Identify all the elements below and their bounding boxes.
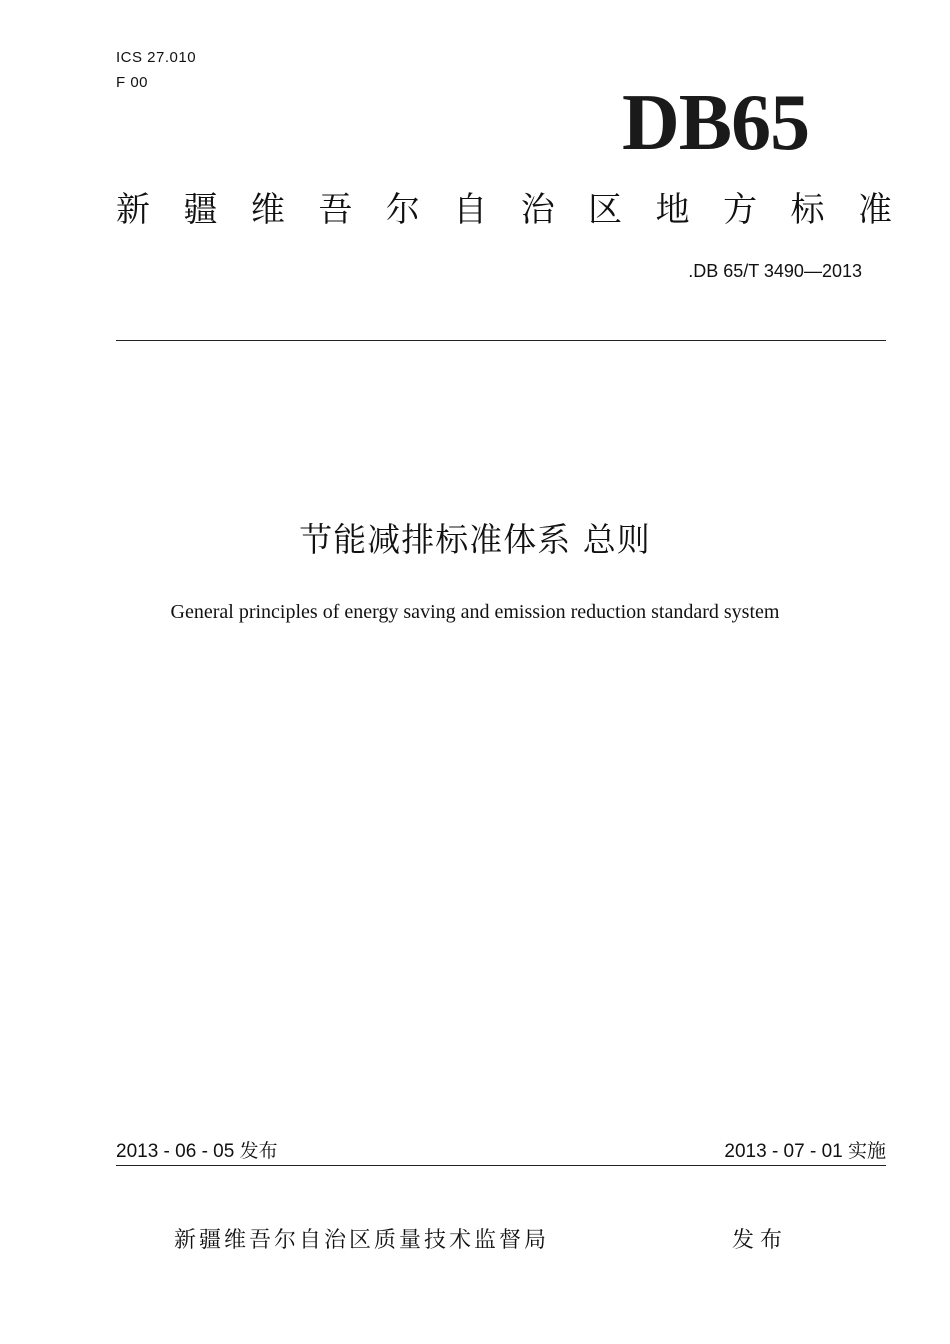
standard-type-char: 地 (655, 190, 690, 230)
standard-type-char: 疆 (183, 190, 218, 230)
publisher-name: 新疆维吾尔自治区质量技术监督局 (174, 1228, 550, 1253)
publish-label: 发布 (732, 1228, 789, 1253)
standard-type-char: 吾 (318, 190, 353, 230)
implementation-date: 2013 - 07 - 01 实施 (724, 1141, 886, 1162)
standard-type-char: 方 (723, 190, 758, 230)
title-english: General principles of energy saving and emission reduction standard system (170, 601, 780, 623)
standard-type-char: 维 (250, 190, 285, 230)
standard-type-heading (116, 186, 892, 234)
standard-type-char: 治 (520, 190, 555, 230)
standard-number: .DB 65/T 3490—2013 (688, 261, 862, 281)
standard-type-char: 自 (453, 190, 488, 230)
issue-date: 2013 - 06 - 05 发布 (116, 1141, 278, 1162)
standard-type-char: 新 (116, 190, 150, 230)
title-chinese: 节能减排标准体系 总则 (299, 520, 651, 559)
standard-type-char: 区 (588, 190, 623, 230)
standard-type-char: 准 (857, 190, 892, 230)
standard-type-char: 标 (790, 190, 825, 230)
ics-code: ICS 27.010 (116, 49, 197, 66)
bottom-divider (116, 1165, 886, 1166)
classification-code: F 00 (116, 74, 149, 91)
top-divider (116, 340, 886, 341)
standard-type-char: 尔 (385, 190, 420, 230)
db65-logo: DB65 (622, 79, 810, 167)
